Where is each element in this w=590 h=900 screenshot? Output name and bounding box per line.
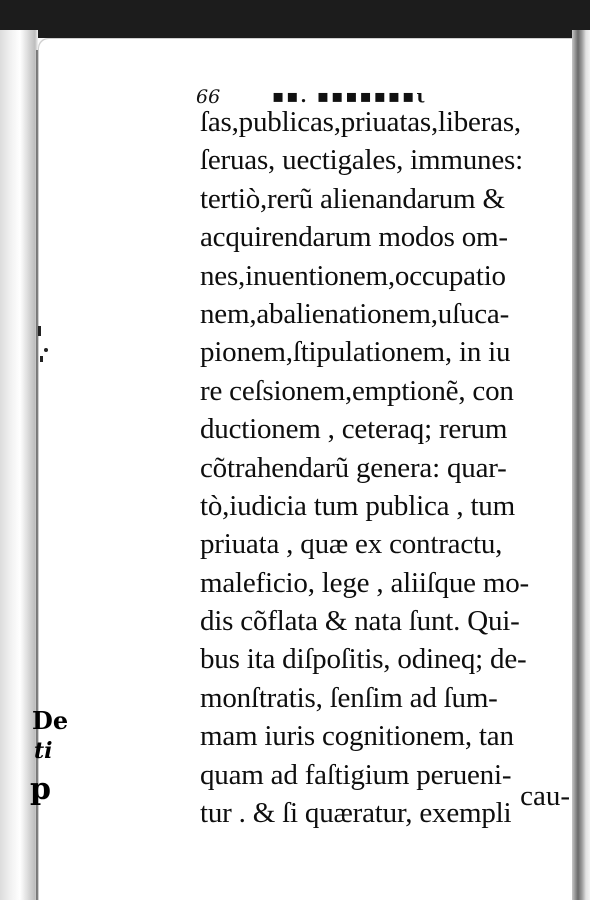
text-line: mam iuris cognitionem, tan — [200, 720, 514, 753]
text-line: dis cõflata & nata ſunt. Qui- — [200, 605, 520, 638]
text-line: priuata , quæ ex contractu, — [200, 528, 503, 561]
catchword: cau- — [520, 780, 570, 812]
body-text — [200, 102, 585, 831]
ink-mark — [44, 348, 48, 352]
text-line: cõtrahendarũ genera: quar- — [200, 451, 507, 484]
marginal-note: ti — [34, 738, 53, 764]
text-line: maleficio, lege , aliiſque mo- — [200, 566, 529, 599]
text-line: tò,iudicia tum publica , tum — [200, 489, 515, 522]
text-line: re ceſsionem,emptionẽ, con — [200, 374, 514, 407]
text-line: acquirendarum modos om- — [200, 221, 508, 254]
marginal-note: p — [30, 772, 51, 807]
text-line: nes,inuentionem,occupatio — [200, 259, 506, 292]
running-head: ▪▪. ▪▪▪▪▪▪▪ι — [272, 86, 428, 107]
ink-mark — [38, 326, 41, 336]
book-left-edge — [0, 30, 38, 900]
text-line: tur . & ſi quæratur, exempli — [200, 797, 512, 830]
text-line: ſeruas, uectigales, immunes: — [200, 144, 523, 177]
marginal-note: De — [32, 706, 69, 735]
text-line: ductionem , ceteraq; rerum — [200, 413, 508, 446]
text-line: pionem,ſtipulationem, in iu — [200, 336, 511, 369]
ink-mark — [40, 356, 43, 362]
text-line: quam ad faſtigium perueni- — [200, 758, 512, 791]
text-line: nem,abalienationem,uſuca- — [200, 297, 510, 330]
page-number: 66 — [196, 86, 221, 108]
text-line: ſas,publicas,priuatas,liberas, — [200, 106, 521, 138]
text-line: bus ita diſpoſitis, odineq; de- — [200, 643, 527, 676]
text-line: monſtratis, ſenſim ad ſum- — [200, 681, 498, 714]
text-line: tertiò,rerũ alienandarum & — [200, 182, 505, 215]
scan-top-border — [0, 0, 590, 38]
